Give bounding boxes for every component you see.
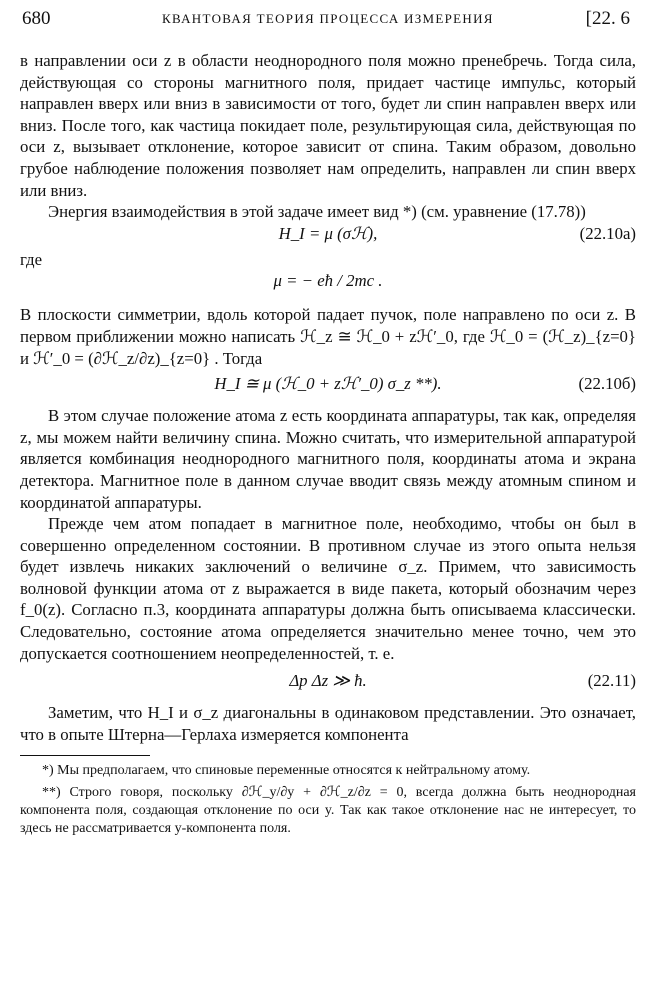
equation-mu bbox=[20, 270, 636, 296]
equation-22-10b bbox=[20, 373, 636, 399]
page-number: 680 bbox=[22, 8, 51, 29]
equation-formula: H_I ≅ μ (ℋ_0 + zℋ′_0) σ_z **). bbox=[214, 374, 442, 394]
page-body bbox=[20, 50, 636, 838]
paragraph-2: Энергия взаимодействия в этой задаче имеет вид *) (см. уравнение (17.78)) bbox=[48, 202, 586, 222]
footnote-1: *) Мы предполагаем, что спиновые переменные относятся к нейтральному атому. bbox=[42, 763, 531, 779]
equation-formula: Δp Δz ≫ ħ. bbox=[289, 671, 367, 691]
paragraph-6: Заметим, что H_I и σ_z диагональны в одинаковом представлении. Это означает, что в опыте Штерна—Герлаха измеряется компонента bbox=[20, 703, 636, 744]
paragraph-4: В этом случае положение атома z есть координата аппаратуры, так как, определяя z, мы можем найти величину спина. Можно считать, что измерительной аппаратурой является комбинация неоднородного магнитного поля, координаты атома и экрана детектора. Магнитное поле в данном случае вводит связь между атомным спином и координатой аппаратуры. bbox=[20, 406, 636, 512]
equation-number: (22.11) bbox=[587, 671, 636, 691]
paragraph-3: В плоскости симметрии, вдоль которой падает пучок, поле направлено по оси z. В первом приближении можно написать ℋ_z ≅ ℋ_0 + zℋ′_0, где ℋ_0 = (ℋ_z)_{z=0} и ℋ′_0 = (∂ℋ_z/∂z)_{z=0} . Тогда bbox=[20, 305, 636, 368]
equation-formula: μ = − eħ / 2mc . bbox=[273, 271, 383, 291]
page-header bbox=[22, 8, 630, 32]
equation-formula: H_I = μ (σℋ), bbox=[278, 223, 378, 243]
running-title: КВАНТОВАЯ ТЕОРИЯ ПРОЦЕССА ИЗМЕРЕНИЯ bbox=[162, 11, 494, 26]
section-number: [22. 6 bbox=[585, 8, 630, 29]
where-label: где bbox=[20, 249, 43, 269]
equation-number: (22.10б) bbox=[578, 374, 636, 394]
footnote-2: **) Строго говоря, поскольку ∂ℋ_y/∂y + ∂ℋ_z/∂z = 0, всегда должна быть неоднородная компонента поля, создающая отклонение по оси y. Так как такое отклонение нас не интересует, то здесь не рассматривается y-компонента поля. bbox=[20, 785, 636, 837]
equation-22-11 bbox=[20, 670, 636, 696]
equation-22-10a bbox=[20, 223, 636, 249]
footnote-divider bbox=[20, 755, 150, 756]
paragraph-5: Прежде чем атом попадает в магнитное поле, необходимо, чтобы он был в совершенно определенном состоянии. В противном случае из этого опыта нельзя будет извлечь никаких заключений о величине σ_z. Примем, что зависимость волновой функции атома от z выражается в виде пакета, который обозначим через f_0(z). Согласно п.3, координата аппаратуры должна быть описываема классически. Следовательно, состояние атома определяется значительно менее точно, чем это допускается соотношением неопределенностей, т. е. bbox=[20, 514, 636, 663]
footnotes bbox=[20, 762, 636, 838]
equation-number: (22.10а) bbox=[579, 223, 636, 243]
paragraph-1: в направлении оси z в области неоднородного поля можно пренебречь. Тогда сила, действующая со стороны магнитного поля, придает частице импульс, который направлен вверх или вниз в зависимости от того, будет ли спин направлен вверх или вниз. После того, как частица покидает поле, результирующая сила, действующая по оси z, вызывает отклонение, которое зависит от спина. Таким образом, довольно грубое наблюдение положения позволяет нам определить, направлен ли спин вверх или вниз. bbox=[20, 51, 636, 200]
